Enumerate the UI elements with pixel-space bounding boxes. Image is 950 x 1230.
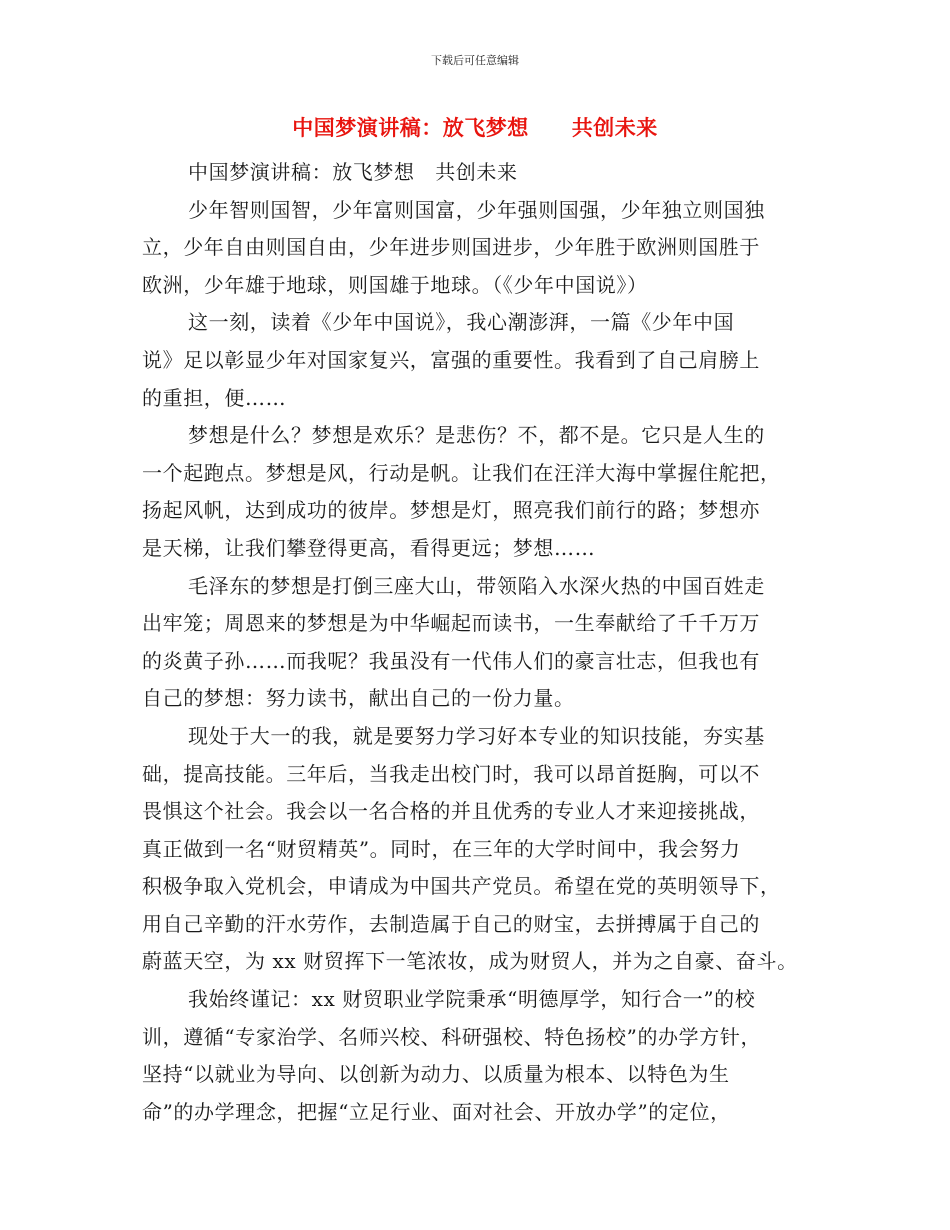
text-line: 毛泽东的梦想是打倒三座大山，带领陷入水深火热的中国百姓走 — [188, 573, 765, 598]
text-line: 蔚蓝天空，为 xx 财贸挥下一笔浓妆，成为财贸人，并为之自豪、奋斗。 — [142, 949, 798, 974]
text-line: 欧洲，少年雄于地球，则国雄于地球。（《少年中国说》） — [142, 272, 648, 297]
text-line: 这一刻，读着《少年中国说》，我心潮澎湃，一篇《少年中国 — [188, 310, 735, 335]
text-line: 说》足以彰显少年对国家复兴，富强的重要性。我看到了自己肩膀上 — [142, 347, 760, 372]
text-line: 的重担，便…… — [142, 385, 287, 410]
text-line: 畏惧这个社会。我会以一名合格的并且优秀的专业人才来迎接挑战， — [142, 799, 760, 824]
text-line: 立，少年自由则国自由，少年进步则国进步，少年胜于欧洲则国胜于 — [142, 235, 760, 260]
text-line: 扬起风帆，达到成功的彼岸。梦想是灯，照亮我们前行的路；梦想亦 — [142, 498, 760, 523]
text-line: 是天梯，让我们攀登得更高，看得更远；梦想…… — [142, 535, 596, 560]
text-line: 的炎黄子孙……而我呢？我虽没有一代伟人们的豪言壮志，但我也有 — [142, 648, 760, 673]
text-line: 用自己辛勤的汗水劳作，去制造属于自己的财宝，去拼搏属于自己的 — [142, 911, 760, 936]
text-line: 坚持“以就业为导向、以创新为动力、以质量为根本、以特色为生 — [142, 1062, 730, 1087]
text-line: 少年智则国智，少年富则国富，少年强则国强，少年独立则国独 — [188, 197, 765, 222]
text-line: 出牢笼；周恩来的梦想是为中华崛起而读书，一生奉献给了千千万万 — [142, 611, 760, 636]
text-line: 一个起跑点。梦想是风，行动是帆。让我们在汪洋大海中掌握住舵把， — [142, 460, 781, 485]
text-line: 命”的办学理念，把握“立足行业、面对社会、开放办学”的定位， — [142, 1099, 731, 1124]
text-line: 现处于大一的我，就是要努力学习好本专业的知识技能，夯实基 — [188, 723, 765, 748]
text-line: 梦想是什么？梦想是欢乐？是悲伤？不，都不是。它只是人生的 — [188, 423, 765, 448]
text-line: 中国梦演讲稿：放飞梦想 共创未来 — [188, 160, 518, 184]
text-line: 我始终谨记：xx 财贸职业学院秉承“明德厚学，知行合一”的校 — [188, 987, 756, 1012]
text-line: 真正做到一名“财贸精英”。同时，在三年的大学时间中，我会努力 — [142, 836, 741, 861]
text-line: 自己的梦想：努力读书，献出自己的一份力量。 — [142, 686, 575, 711]
page-header-note: 下载后可任意编辑 — [431, 54, 519, 67]
text-line: 训，遵循“专家治学、名师兴校、科研强校、特色扬校”的办学方针， — [142, 1024, 762, 1049]
document-body — [142, 154, 814, 1131]
text-line: 础，提高技能。三年后，当我走出校门时，我可以昂首挺胸，可以不 — [142, 761, 760, 786]
text-line: 积极争取入党机会，申请成为中国共产党员。希望在党的英明领导下， — [142, 874, 781, 899]
document-title: 中国梦演讲稿：放飞梦想 共创未来 — [292, 115, 658, 140]
